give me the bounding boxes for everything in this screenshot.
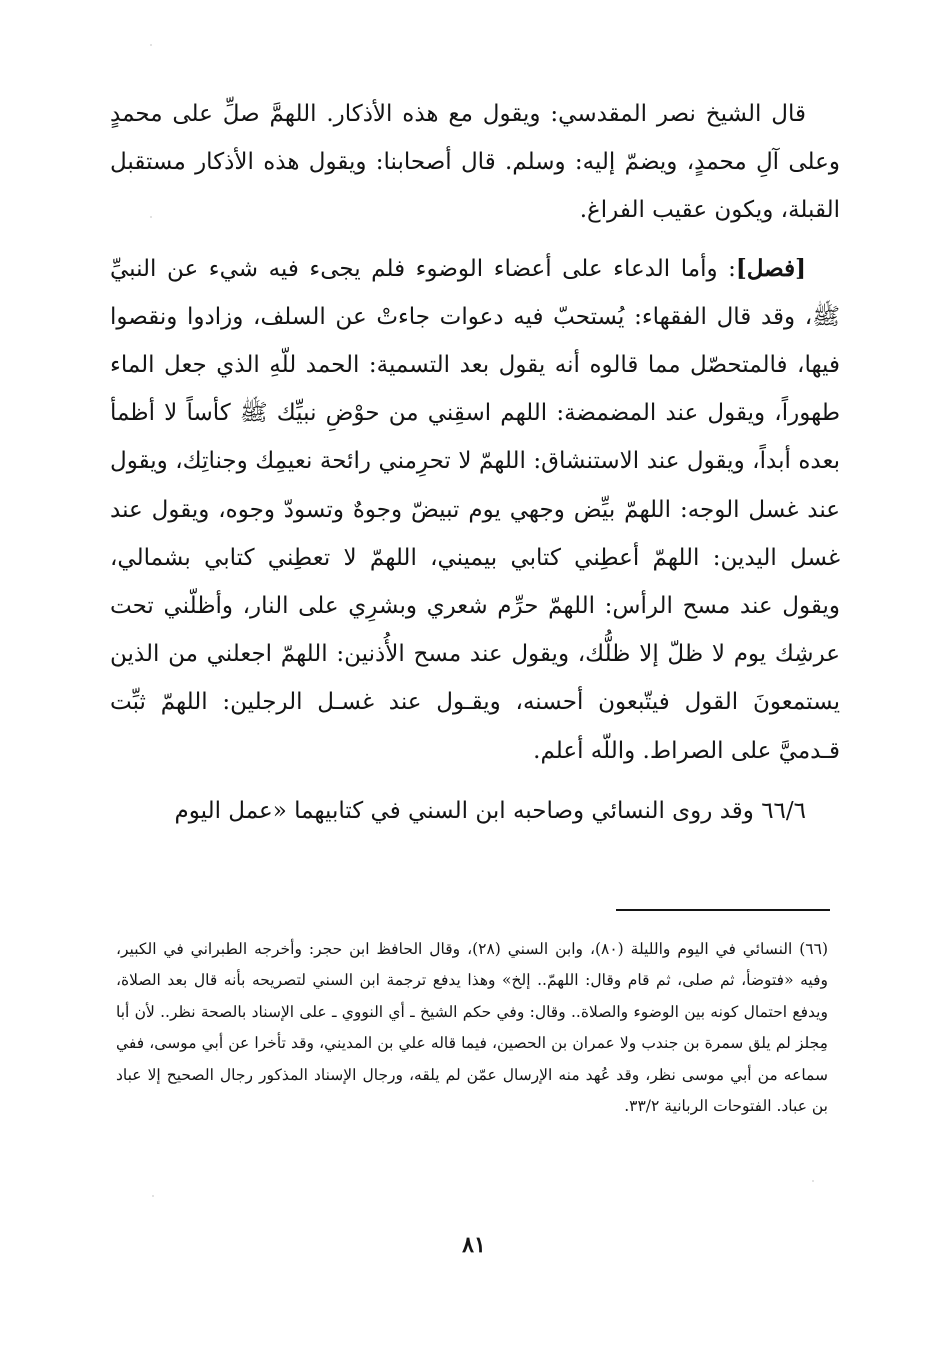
paragraph-fasl-body: : وأما الدعاء على أعضاء الوضوء فلم يجىء فيه شيء عن النبيِّ ﷺ، وقد قال الفقهاء: يُستحبّ فيه دعوات جاءتْ عن السلف، وزادوا ونقصوا فيها، فالمتحصّل مما قالوه أنه يقول بعد التسمية: الحمد للّهِ الذي جعل الماء طهوراً، ويقول عند المضمضة: اللهم اسقِني من حوْضِ نبيِّك ﷺ كأساً لا أظمأ بعده أبداً، ويقول عند الاستنشاق: اللهمّ لا تحرِمني رائحة نعيمِك وجناتِك، ويقول عند غسل الوجه: اللهمّ بيِّض وجهي يوم تبيضّ وجوهٌ وتسودّ وجوه، ويقول عند غسل اليدين: اللهمّ أعطِني كتابي بيميني، اللهمّ لا تعطِني كتابي بشمالي، ويقول عند مسح الرأس: اللهمّ حرِّم شعري وبشرِي على النار، وأظلّني تحت عرشِك يوم لا ظلّ إلا ظلُّك، ويقول عند مسح الأُذنين: اللهمّ اجعلني من الذين يستمعونَ القول فيتّبعون أحسنه، ويقـول عند غسـل الرجلين: اللهمّ ثبِّت قـدميَّ على الصراط. واللّه أعلم. (110, 255, 840, 764)
scan-speck (150, 216, 152, 218)
main-text (110, 90, 840, 835)
footnote (116, 934, 828, 1122)
footnote-divider (616, 909, 830, 911)
scan-speck (150, 44, 152, 46)
paragraph-hadith-66: ٦٦/٦ وقد روى النسائي وصاحبه ابن السني في كتابيهما «عمل اليوم (174, 797, 806, 824)
scan-speck (152, 1195, 154, 1197)
paragraph-intro: قال الشيخ نصر المقدسي: ويقول مع هذه الأذكار. اللهمَّ صلِّ على محمدٍ وعلى آلِ محمدٍ، ويضمّ إليه: وسلم. قال أصحابنا: ويقول هذه الأذكار مستقبل القبلة، ويكون عقيب الفراغ. (110, 101, 840, 224)
section-label: [فصل] (735, 254, 806, 282)
page-number: ٨١ (462, 1232, 486, 1258)
paragraph-fasl (110, 245, 840, 775)
scan-speck (812, 1180, 814, 1182)
footnote-text: (٦٦) النسائي في اليوم والليلة (٨٠)، وابن السني (٢٨)، وقال الحافظ ابن حجر: وأخرجه الطبراني في الكبير، وفيه «فتوضأ، ثم صلى، ثم قام وقال: اللهمّ.. إلخ» وهذا يدفع ترجمة ابن السني لتصريحه بأنه قال بعد الصلاة، ويدفع احتمال كونه بين الوضوء والصلاة.. وقال: وفي حكم الشيخ ـ أي النووي ـ على الإسناد بالصحة نظر.. لأن أبا مِجلز لم يلق سمرة بن جندب ولا عمران بن الحصين، فيما قاله علي بن المديني، وقد تأخرا عن أبي موسى، ففي سماعه من أبي موسى نظر، وقد عُهد منه الإرسال عمّن لم يلقه، ورجال الإسناد المذكور رجال الصحيح إلا عباد بن عباد. الفتوحات الربانية ٣٣/٢. (116, 940, 828, 1116)
